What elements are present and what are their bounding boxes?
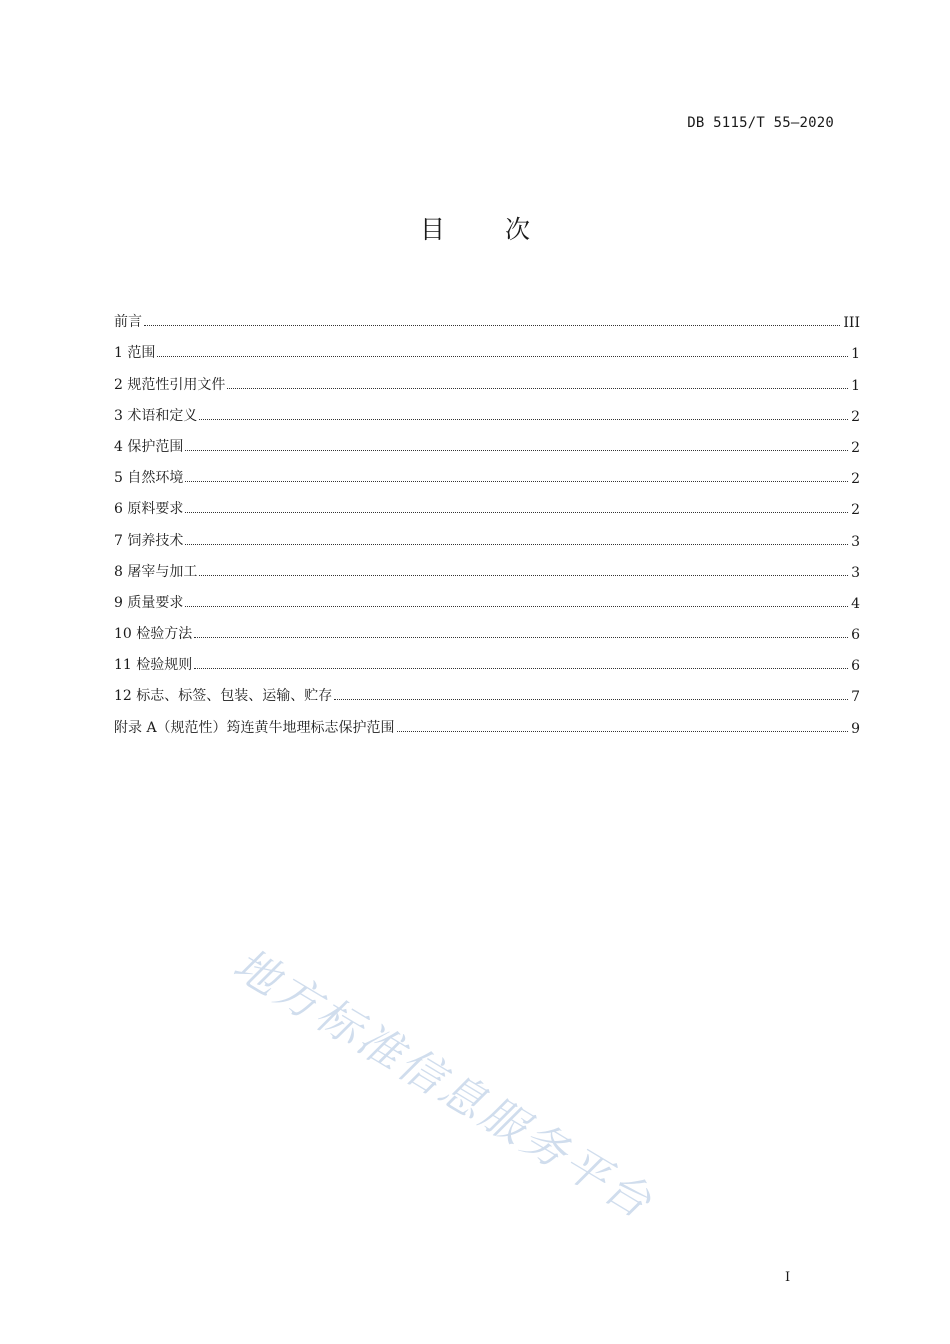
toc-entry-page: 1	[851, 346, 860, 363]
toc-leader-dots	[194, 637, 848, 638]
toc-entry-page: 3	[851, 533, 860, 550]
toc-leader-dots	[185, 450, 848, 451]
toc-entry-label: 6 原料要求	[114, 501, 184, 518]
toc-entry-quality-requirements[interactable]	[114, 581, 860, 612]
toc-entry-page: 3	[851, 564, 860, 581]
toc-entry-page: 6	[851, 627, 860, 644]
toc-entry-page: 4	[851, 595, 860, 612]
toc-entry-label: 11 检验规则	[114, 657, 193, 674]
toc-leader-dots	[185, 544, 848, 545]
toc-title: 目 次	[420, 215, 556, 244]
toc-entry-label: 5 自然环境	[114, 470, 184, 487]
toc-entry-terms-definitions[interactable]	[114, 394, 860, 425]
document-code: DB 5115/T 55—2020	[687, 115, 834, 131]
toc-entry-page: 6	[851, 658, 860, 675]
toc-leader-dots	[185, 481, 848, 482]
toc-entry-label: 10 检验方法	[114, 626, 193, 643]
toc-entry-label: 前言	[114, 314, 142, 331]
toc-entry-label: 9 质量要求	[114, 594, 184, 611]
toc-entry-label: 附录 A（规范性）筠连黄牛地理标志保护范围	[114, 719, 395, 736]
toc-entry-test-methods[interactable]	[114, 612, 860, 643]
toc-leader-dots	[397, 731, 849, 732]
toc-entry-appendix-a[interactable]	[114, 705, 860, 736]
toc-entry-label: 1 范围	[114, 345, 156, 362]
toc-leader-dots	[144, 325, 840, 326]
toc-entry-natural-environment[interactable]	[114, 456, 860, 487]
toc-leader-dots	[185, 606, 848, 607]
toc-entry-page: 2	[851, 408, 860, 425]
page-number: I	[785, 1270, 791, 1285]
toc-entry-page: 7	[851, 689, 860, 706]
toc-entry-page: 2	[851, 471, 860, 488]
table-of-contents	[114, 300, 860, 737]
toc-entry-protection-scope[interactable]	[114, 425, 860, 456]
toc-entry-label: 7 饲养技术	[114, 532, 184, 549]
toc-leader-dots	[334, 699, 848, 700]
toc-entry-label: 2 规范性引用文件	[114, 376, 226, 393]
toc-entry-feeding-technology[interactable]	[114, 518, 860, 549]
toc-entry-marking-labeling[interactable]	[114, 674, 860, 705]
toc-leader-dots	[194, 668, 848, 669]
toc-entry-page: III	[843, 315, 860, 332]
toc-entry-page: 1	[851, 377, 860, 394]
toc-leader-dots	[199, 575, 848, 576]
toc-entry-label: 12 标志、标签、包装、运输、贮存	[114, 688, 333, 705]
toc-entry-raw-material[interactable]	[114, 487, 860, 518]
watermark: 地方标准信息服务平台	[224, 938, 663, 1230]
toc-entry-inspection-rules[interactable]	[114, 643, 860, 674]
toc-entry-page: 9	[851, 720, 860, 737]
toc-entry-foreword[interactable]	[114, 300, 860, 331]
toc-entry-normative-references[interactable]	[114, 362, 860, 393]
toc-entry-label: 8 屠宰与加工	[114, 563, 198, 580]
toc-leader-dots	[227, 388, 848, 389]
toc-entry-page: 2	[851, 439, 860, 456]
toc-entry-scope[interactable]	[114, 331, 860, 362]
toc-entry-label: 3 术语和定义	[114, 407, 198, 424]
toc-leader-dots	[185, 512, 848, 513]
toc-entry-label: 4 保护范围	[114, 438, 184, 455]
toc-leader-dots	[199, 419, 848, 420]
toc-leader-dots	[157, 356, 848, 357]
toc-entry-slaughter-processing[interactable]	[114, 550, 860, 581]
toc-entry-page: 2	[851, 502, 860, 519]
